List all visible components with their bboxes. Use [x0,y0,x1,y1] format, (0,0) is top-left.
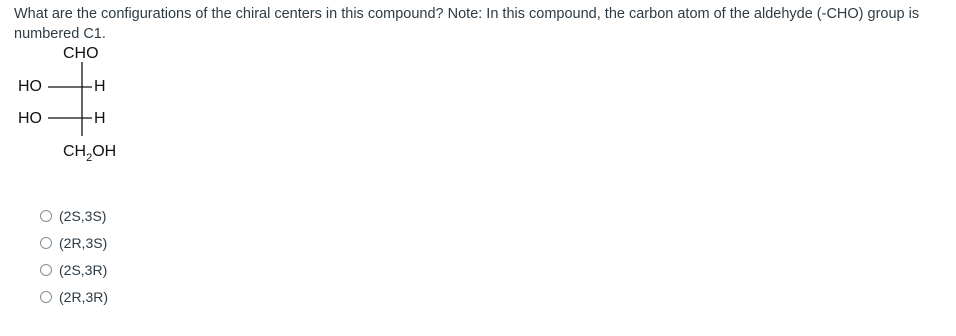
ch-text: CH [63,143,87,160]
option-2s-3s[interactable] [40,202,108,229]
c2-hydrogen-label: H [94,78,106,95]
subscript-2: 2 [86,152,93,164]
option-2r-3r[interactable] [40,283,108,310]
radio-button[interactable] [40,264,52,276]
option-label: (2S,3S) [59,207,107,224]
radio-button[interactable] [40,210,52,222]
question-text: What are the configurations of the chiral centers in this compound? Note: In this compound, the carbon atom of the aldehyde (-CHO) group is numbered C1. [14,6,920,42]
option-label: (2R,3R) [59,288,109,305]
option-2s-3r[interactable] [40,256,108,283]
c3-hydrogen-label: H [94,110,106,127]
option-label: (2S,3R) [59,261,108,278]
answer-options [40,202,108,310]
option-2r-3s[interactable] [40,229,108,256]
c3-hydroxyl-label: HO [18,110,42,127]
ch2oh-group-label [63,143,116,162]
radio-button[interactable] [40,291,52,303]
c2-hydroxyl-label: HO [18,78,42,95]
option-label: (2R,3S) [59,234,108,251]
oh-text: OH [92,143,117,160]
fischer-projection [0,40,200,180]
cho-group-label: CHO [63,45,99,62]
radio-button[interactable] [40,237,52,249]
